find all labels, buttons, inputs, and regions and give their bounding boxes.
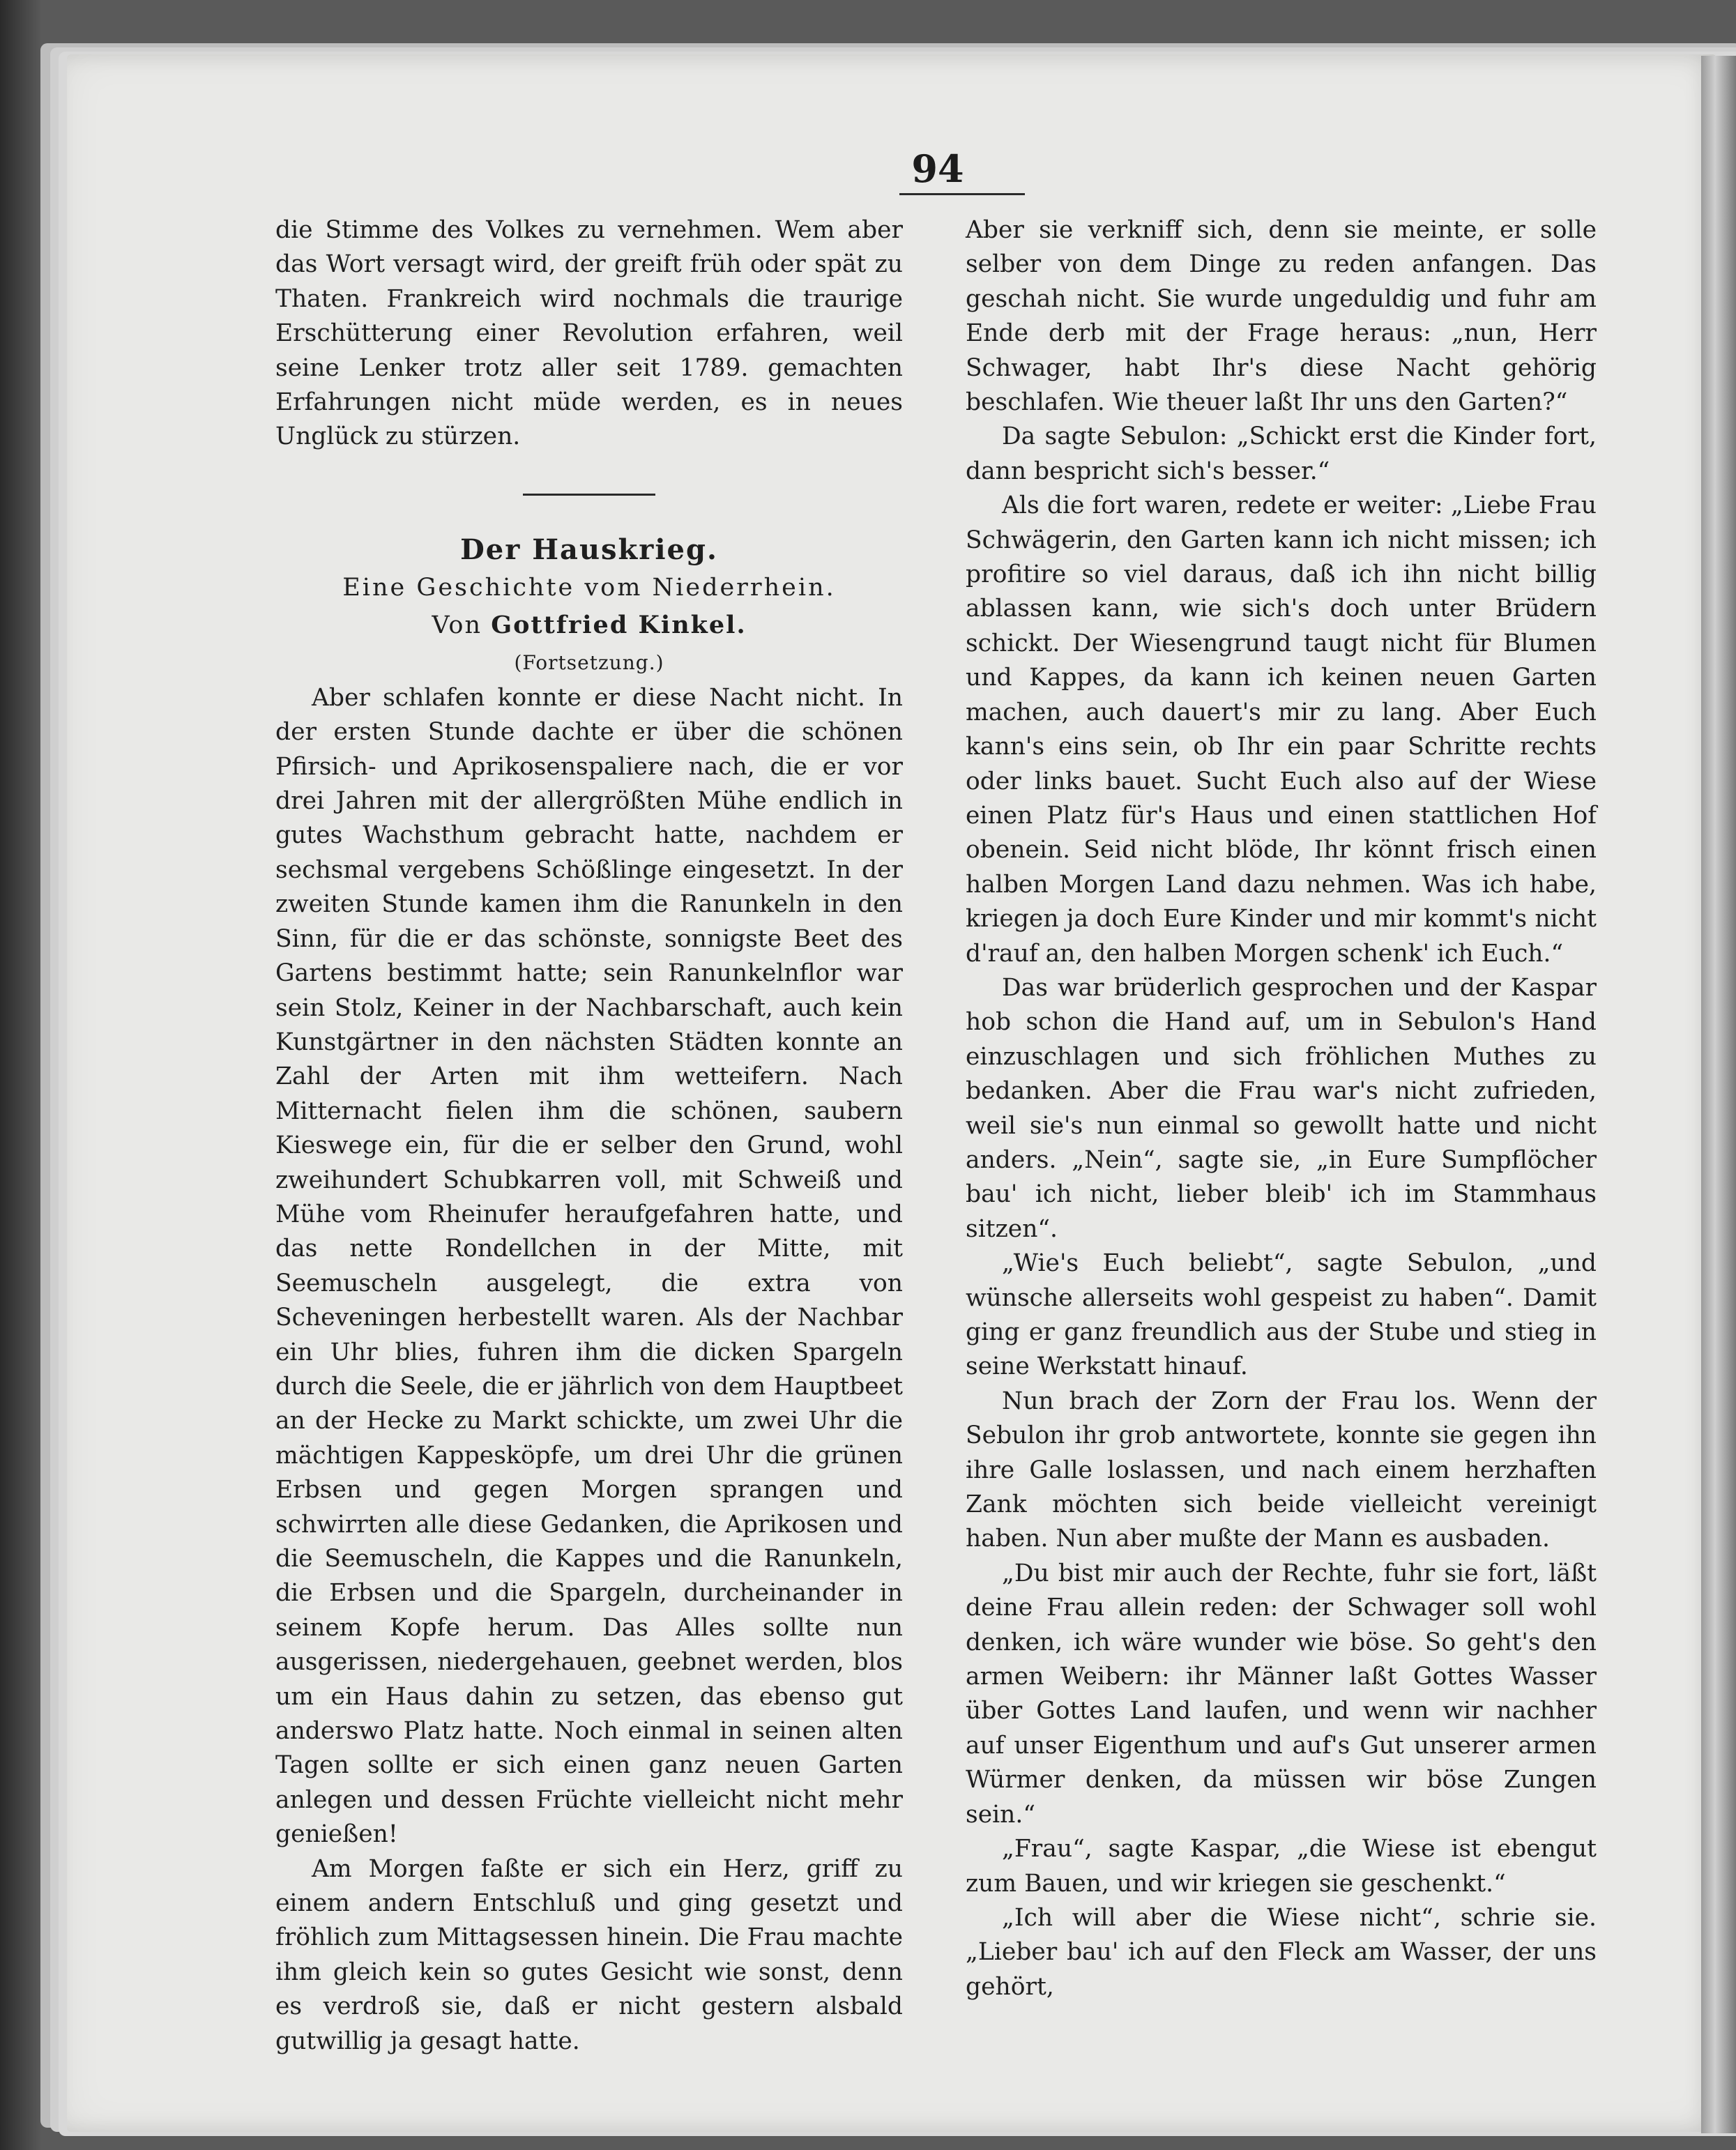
story-paragraph: Nun brach der Zorn der Frau los. Wenn der Sebulon ihr grob antwortete, konnte sie gegen ihn ihre Galle loslassen, und nach einem herzhaften Zank möchten sich beide vielleicht vereinigt haben. Nun aber mußte der Mann es ausbaden. bbox=[966, 1387, 1597, 1553]
story-paragraph: Das war brüderlich gesprochen und der Kaspar hob schon die Hand auf, um in Sebulon's Hand einzuschlagen und sich fröhlichen Muthes zu bedanken. Aber die Frau war's nicht zufrieden, weil sie's nun einmal so gewollt hatte und nicht anders. „Nein“, sagte sie, „in Eure Sumpflöcher bau' ich nicht, lieber bleib' ich im Stammhaus sitzen“. bbox=[966, 973, 1597, 1243]
page-number: 94 bbox=[911, 146, 964, 191]
story-author bbox=[275, 606, 903, 645]
continuation-paragraph: die Stimme des Volkes zu vernehmen. Wem aber das Wort versagt wird, der greift früh oder spät zu Thaten. Frankreich wird nochmals die traurige Erschütterung einer Revolution erfahren, weil seine Lenker trotz aller seit 1789. gemachten Erfahrungen nicht müde werden, es in neues Unglück zu stürzen. bbox=[275, 216, 903, 451]
story-title: Der Hauskrieg. bbox=[460, 533, 718, 566]
story-paragraph: „Frau“, sagte Kaspar, „die Wiese ist ebengut zum Bauen, und wir kriegen sie geschenkt.“ bbox=[966, 1835, 1597, 1898]
continued-note: (Fortsetzung.) bbox=[514, 650, 664, 674]
story-heading bbox=[275, 531, 903, 681]
right-column bbox=[966, 213, 1597, 2004]
story-paragraph: Aber sie verkniff sich, denn sie meinte, er solle selber von dem Dinge zu reden anfangen. Das geschah nicht. Sie wurde ungeduldig und fuhr am Ende derb mit der Frage heraus: „nun, Herr Schwager, habt Ihr's diese Nacht gehörig beschlafen. Wie theuer laßt Ihr uns den Garten?“ bbox=[966, 216, 1597, 417]
story-paragraph: „Ich will aber die Wiese nicht“, schrie sie. „Lieber bau' ich auf den Fleck am Wasser, der uns gehört, bbox=[966, 1903, 1597, 2001]
story-paragraph: „Du bist mir auch der Rechte, fuhr sie fort, läßt deine Frau allein reden: der Schwager soll wohl denken, ich wäre wunder wie böse. So geht's den armen Weibern: ihr Männer laßt Gottes Wasser über Gottes Land laufen, und wenn wir nachher auf unser Eigenthum und auf's Gut unserer armen Würmer denken, da müssen wir böse Zungen sein.“ bbox=[966, 1559, 1597, 1829]
story-paragraph: Als die fort waren, redete er weiter: „Liebe Frau Schwägerin, den Garten kann ich nicht missen; ich profitire so viel daraus, daß ich ihn nicht billig ablassen kann, wie sich's doch unter Brüdern schickt. Der Wiesengrund taugt nicht für Blumen und Kappes, da kann ich keinen neuen Garten machen, auch dauert's mir zu lang. Aber Euch kann's eins sein, ob Ihr ein paar Schritte rechts oder links bauet. Sucht Euch also auf der Wiese einen Platz für's Haus und einen stattlichen Hof obenein. Seid nicht blöde, Ihr könnt frisch einen halben Morgen Land dazu nehmen. Was ich habe, kriegen ja doch Eure Kinder und mir kommt's nicht d'rauf an, den halben Morgen schenk' ich Euch.“ bbox=[966, 491, 1597, 968]
story-paragraph: Da sagte Sebulon: „Schickt erst die Kinder fort, dann bespricht sich's besser.“ bbox=[966, 422, 1597, 485]
left-column bbox=[275, 213, 903, 2059]
page-number-rule bbox=[899, 193, 1025, 195]
story-paragraph: „Wie's Euch beliebt“, sagte Sebulon, „und wünsche allerseits wohl gespeist zu haben“. Damit ging er ganz freundlich aus der Stube und stieg in seine Werkstatt hinauf. bbox=[966, 1249, 1597, 1381]
story-paragraph: Am Morgen faßte er sich ein Herz, griff zu einem andern Entschluß und ging gesetzt und fröhlich zum Mittagsessen hinein. Die Frau machte ihm gleich kein so gutes Gesicht wie sonst, denn es verdroß sie, daß er nicht gestern alsbald gutwillig ja gesagt hatte. bbox=[275, 1854, 903, 2055]
author-name: Gottfried Kinkel. bbox=[491, 610, 747, 639]
section-divider bbox=[523, 494, 655, 496]
author-prefix: Von bbox=[432, 611, 482, 639]
story-subtitle: Eine Geschichte vom Niederrhein. bbox=[342, 573, 836, 602]
story-paragraph: Aber schlafen konnte er diese Nacht nicht. In der ersten Stunde dachte er über die schönen Pfirsich- und Aprikosenspaliere nach, die er vor drei Jahren mit der allergrößten Mühe endlich in gutes Wachsthum gebracht hatte, nachdem er sechsmal vergebens Schößlinge eingesetzt. In der zweiten Stunde kamen ihm die Ranunkeln in den Sinn, für die er das schönste, sonnigste Beet des Gartens bestimmt hatte; sein Ranunkelnflor war sein Stolz, Keiner in der Nachbarschaft, auch kein Kunstgärtner in den nächsten Städten konnte an Zahl der Arten mit ihm wetteifern. Nach Mitternacht fielen ihm die schönen, saubern Kieswege ein, für die er selber den Grund, wohl zweihundert Schubkarren voll, mit Schweiß und Mühe vom Rheinufer heraufgefahren hatte, und das nette Rondellchen in der Mitte, mit Seemuscheln ausgelegt, die extra von Scheveningen herbestellt waren. Als der Nachbar ein Uhr blies, fuhren ihm die dicken Spargeln durch die Seele, die er jährlich von dem Hauptbeet an der Hecke zu Markt schickte, um zwei Uhr die mächtigen Kappesköpfe, um drei Uhr die grünen Erbsen und gegen Morgen sprangen und schwirrten alle diese Gedanken, die Aprikosen und die Seemuscheln, die Kappes und die Ranunkeln, die Erbsen und die Spargeln, durcheinander in seinem Kopfe herum. Das Alles sollte nun ausgerissen, niedergehauen, geebnet werden, blos um ein Haus dahin zu setzen, das ebenso gut anderswo Platz hatte. Noch einmal in seinen alten Tagen sollte er sich einen ganz neuen Garten anlegen und dessen Früchte vielleicht nicht mehr genießen! bbox=[275, 683, 903, 1849]
book-fore-edge bbox=[1701, 56, 1736, 2133]
